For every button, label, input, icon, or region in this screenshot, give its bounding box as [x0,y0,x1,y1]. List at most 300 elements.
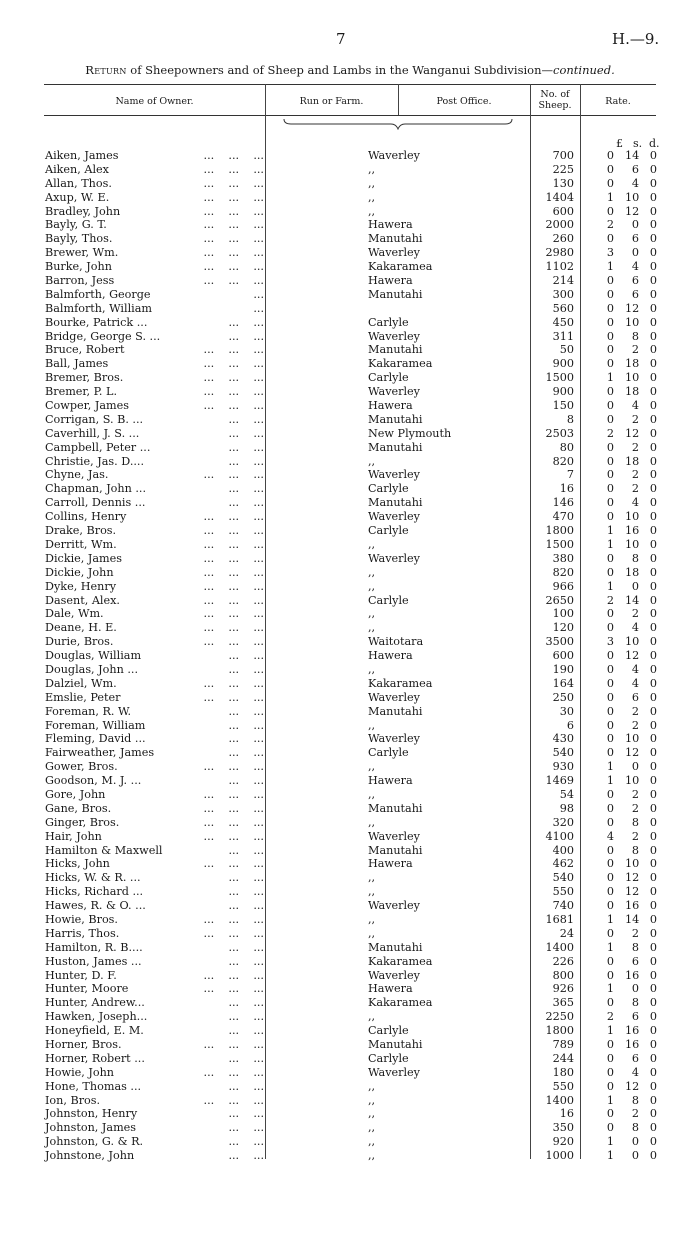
sheep-count: 820 [552,454,574,468]
sheep-count: 225 [552,162,574,176]
rate-shillings: 18 [625,385,640,399]
rate-pounds: 0 [606,565,614,579]
owner-name: Hawes, R. & O. ... [45,899,146,913]
rate-pence: 0 [649,524,657,538]
leader-dots: ... ... ... [203,607,264,621]
rate-pounds: 0 [606,385,614,399]
leader-dots: ... ... [228,482,264,496]
table-row [0,566,700,580]
rate-pounds: 1 [606,774,614,788]
rate-shillings: 0 [631,982,639,996]
rate-pounds: 0 [606,176,614,190]
table-row [0,885,700,899]
leader-dots: ... ... [228,649,264,663]
table-row [0,288,700,302]
leader-dots: ... ... ... [203,801,264,815]
leader-dots: ... ... [228,885,264,899]
rate-pence: 0 [649,496,657,510]
leader-dots: ... ... ... [203,162,264,176]
owner-name: Aiken, Alex [45,162,109,176]
rate-pounds: 0 [606,496,614,510]
owner-name: Bremer, P. L. [45,385,118,399]
owner-name: Chapman, John ... [45,482,147,496]
rate-shillings: 6 [631,954,639,968]
rate-shillings: 8 [631,329,639,343]
rate-pence: 0 [649,968,657,982]
rate-pounds: 0 [606,162,614,176]
leader-dots: ... ... ... [203,579,264,593]
rate-pounds: 0 [606,899,614,913]
sheep-count: 2503 [545,426,574,440]
leader-dots: ... ... [228,899,264,913]
owner-name: Hunter, D. F. [45,968,117,982]
rate-pounds: 1 [606,260,614,274]
owner-name: Goodson, M. J. ... [45,774,142,788]
post-office: ,, [368,537,376,551]
rate-pounds: 0 [606,329,614,343]
table-row [0,441,700,455]
rate-pounds: 1 [606,940,614,954]
leader-dots: ... ... [228,329,264,343]
rate-shillings: 16 [625,1024,640,1038]
post-office: Waverley [368,899,421,913]
leader-dots: ... ... ... [203,912,264,926]
rate-pence: 0 [649,440,657,454]
rate-pounds: 1 [606,524,614,538]
owner-name: Emslie, Peter [45,690,121,704]
leader-dots: ... ... ... [203,829,264,843]
leader-dots: ... ... [228,954,264,968]
sheep-count: 450 [552,315,574,329]
sheep-count: 30 [559,704,574,718]
leader-dots: ... ... [228,871,264,885]
owner-name: Foreman, R. W. [45,704,132,718]
post-office: ,, [368,885,376,899]
post-office: ,, [368,1107,376,1121]
owner-name: Hicks, W. & R. ... [45,871,141,885]
rate-pence: 0 [649,746,657,760]
unit-shillings: s. [633,137,643,150]
rate-shillings: 2 [631,801,639,815]
rate-shillings: 2 [631,343,639,357]
post-office: ,, [368,760,376,774]
post-office: Manutahi [368,343,423,357]
post-office: ,, [368,1135,376,1149]
table-row [0,496,700,510]
sheep-count: 311 [552,329,574,343]
rate-pounds: 0 [606,1121,614,1135]
rate-shillings: 16 [625,1038,640,1051]
owner-name: Fairweather, James [45,746,155,760]
sheep-count: 50 [559,343,574,357]
rate-pence: 0 [649,315,657,329]
leader-dots: ... ... ... [203,399,264,413]
leader-dots: ... ... ... [203,274,264,288]
table-row [0,816,700,830]
rate-pounds: 1 [606,912,614,926]
post-office: Hawera [368,982,413,996]
post-office: Waverley [368,149,421,162]
header-bottom-rule [44,115,656,116]
rate-shillings: 16 [625,968,640,982]
leader-dots: ... ... [228,1121,264,1135]
header-post-office: Post Office. [436,96,492,107]
post-office: Carlyle [368,746,409,760]
owner-name: Hamilton & Maxwell [45,843,163,857]
owner-name: Howie, John [45,1065,115,1079]
table-row [0,246,700,260]
sheep-count: 820 [552,565,574,579]
table-row [0,913,700,927]
rate-pence: 0 [649,301,657,315]
rate-shillings: 10 [625,190,640,204]
rate-pounds: 0 [606,996,614,1010]
owner-name: Hair, John [45,829,102,843]
owner-name: Gower, Bros. [45,760,118,774]
table-row [0,371,700,385]
post-office: Manutahi [368,412,423,426]
rate-shillings: 4 [631,399,639,413]
header-no-of-sheep [530,89,580,111]
rate-shillings: 6 [631,162,639,176]
rate-pounds: 0 [606,343,614,357]
rate-pounds: 0 [606,440,614,454]
owner-name: Cowper, James [45,399,130,413]
rate-pounds: 0 [606,399,614,413]
table-row [0,1024,700,1038]
sheep-count: 150 [552,399,574,413]
owner-name: Dasent, Alex. [45,593,120,607]
owner-name: Johnston, Henry [45,1107,138,1121]
sheep-count: 164 [552,676,574,690]
rate-pence: 0 [649,982,657,996]
rate-shillings: 0 [631,760,639,774]
post-office: New Plymouth [368,426,452,440]
rate-pounds: 0 [606,510,614,524]
rate-pounds: 0 [606,885,614,899]
leader-dots: ... ... ... [203,926,264,940]
owner-name: Douglas, William [45,649,142,663]
table-title [0,63,700,77]
table-row [0,594,700,608]
sheep-count: 4100 [545,829,574,843]
table-row [0,163,700,177]
rate-shillings: 16 [625,524,640,538]
rate-pence: 0 [649,899,657,913]
owner-name: Allan, Thos. [45,176,112,190]
post-office: Hawera [368,774,413,788]
leader-dots: ... ... ... [203,357,264,371]
sheep-count: 120 [552,621,574,635]
sheep-count: 1400 [545,1093,574,1107]
leader-dots: ... ... [228,732,264,746]
owner-name: Carroll, Dennis ... [45,496,146,510]
post-office: Waverley [368,468,421,482]
header-rate: Rate. [605,96,631,107]
rate-pounds: 0 [606,607,614,621]
owner-name: Harris, Thos. [45,926,120,940]
owner-name: Foreman, William [45,718,146,732]
rate-shillings: 0 [631,1149,639,1163]
rate-pounds: 0 [606,287,614,301]
rate-pence: 0 [649,1107,657,1121]
rate-shillings: 8 [631,996,639,1010]
leader-dots: ... ... ... [203,968,264,982]
sheep-count: 16 [559,1107,574,1121]
leader-dots: ... ... [228,774,264,788]
header-run-or-farm: Run or Farm. [299,96,364,107]
table-row [0,191,700,205]
leader-dots: ... ... ... [203,190,264,204]
table-row [0,677,700,691]
owner-name: Brewer, Wm. [45,246,119,260]
rate-shillings: 8 [631,940,639,954]
rate-pence: 0 [649,732,657,746]
post-office: ,, [368,162,376,176]
leader-dots: ... ... [228,746,264,760]
table-row [0,1038,700,1052]
sheep-count: 1800 [545,524,574,538]
rate-shillings: 6 [631,232,639,246]
rate-pounds: 2 [606,218,614,232]
rate-pence: 0 [649,399,657,413]
owner-name: Bridge, George S. ... [45,329,161,343]
owner-name: Aiken, James [45,149,119,162]
owner-name: Douglas, John ... [45,662,139,676]
table-row [0,343,700,357]
rate-pounds: 1 [606,190,614,204]
rate-shillings: 2 [631,1107,639,1121]
rate-pounds: 0 [606,149,614,162]
table-row [0,260,700,274]
post-office: ,, [368,1149,376,1163]
rate-pounds: 0 [606,1079,614,1093]
sheep-count: 2650 [545,593,574,607]
leader-dots: ... ... [228,1024,264,1038]
sheep-count: 8 [566,412,574,426]
owner-name: Honeyfield, E. M. [45,1024,144,1038]
rate-pence: 0 [649,1065,657,1079]
rate-pounds: 0 [606,454,614,468]
table-row [0,274,700,288]
rate-shillings: 4 [631,176,639,190]
rate-shillings: 12 [625,301,640,315]
leader-dots: ... ... ... [203,468,264,482]
post-office: Carlyle [368,524,409,538]
table-row [0,1121,700,1135]
sheep-count: 1681 [545,912,574,926]
rate-shillings: 2 [631,829,639,843]
owner-name: Gane, Bros. [45,801,112,815]
table-row [0,774,700,788]
sheep-count: 6 [566,718,574,732]
sheep-count: 1000 [545,1149,574,1163]
table-row [0,802,700,816]
post-office: ,, [368,926,376,940]
rate-pounds: 0 [606,787,614,801]
table-row [0,232,700,246]
rate-shillings: 12 [625,649,640,663]
sheep-count: 100 [552,607,574,621]
header-sheep-line2: Sheep. [538,100,572,111]
table-row [0,1107,700,1121]
post-office: ,, [368,454,376,468]
leader-dots: ... ... ... [203,982,264,996]
sheep-count: 300 [552,287,574,301]
sheep-count: 1800 [545,1024,574,1038]
rate-pence: 0 [649,857,657,871]
table-row [0,649,700,663]
rate-shillings: 0 [631,246,639,260]
rate-pence: 0 [649,718,657,732]
rate-pence: 0 [649,246,657,260]
table-row [0,746,700,760]
leader-dots: ... ... ... [203,218,264,232]
rate-shillings: 4 [631,662,639,676]
sheep-count: 400 [552,843,574,857]
rate-shillings: 6 [631,690,639,704]
rate-pounds: 0 [606,1038,614,1051]
leader-dots: ... ... ... [203,371,264,385]
owner-name: Dickie, James [45,551,123,565]
sheep-count: 900 [552,385,574,399]
leader-dots: ... ... [228,1051,264,1065]
rate-pounds: 0 [606,274,614,288]
owner-name: Ball, James [45,357,109,371]
rate-pence: 0 [649,176,657,190]
owner-name: Barron, Jess [45,274,115,288]
header-top-rule [44,84,656,85]
page-number: 7 [336,30,346,48]
owner-name: Huston, James ... [45,954,142,968]
sheep-count: 550 [552,885,574,899]
rate-shillings: 14 [625,593,640,607]
owner-name: Hicks, John [45,857,110,871]
post-office: Hawera [368,399,413,413]
rate-pounds: 0 [606,718,614,732]
leader-dots: ... ... ... [203,551,264,565]
owner-name: Hunter, Moore [45,982,129,996]
sheep-count: 920 [552,1135,574,1149]
title-smallcaps: Return [85,63,127,77]
leader-dots: ... ... ... [203,690,264,704]
owner-name: Howie, Bros. [45,912,118,926]
rate-pounds: 0 [606,746,614,760]
post-office: Carlyle [368,482,409,496]
rate-shillings: 2 [631,468,639,482]
leader-dots: ... ... ... [203,815,264,829]
post-office: Kakaramea [368,260,433,274]
rate-pence: 0 [649,551,657,565]
title-italic: continued. [553,63,615,77]
rate-shillings: 2 [631,704,639,718]
owner-name: Hawken, Joseph... [45,1010,148,1024]
table-row [0,177,700,191]
post-office: ,, [368,607,376,621]
rate-pence: 0 [649,774,657,788]
column-brace [283,118,513,130]
rate-pounds: 0 [606,690,614,704]
post-office: Waverley [368,829,421,843]
rate-pence: 0 [649,787,657,801]
post-office: Kakaramea [368,676,433,690]
table-row [0,218,700,232]
rate-shillings: 10 [625,635,640,649]
post-office: ,, [368,579,376,593]
table-row [0,663,700,677]
owner-name: Chyne, Jas. [45,468,109,482]
sheep-count: 7 [566,468,574,482]
post-office: Kakaramea [368,954,433,968]
leader-dots: ... ... ... [203,593,264,607]
sheep-count: 550 [552,1079,574,1093]
rate-shillings: 4 [631,676,639,690]
sheep-count: 320 [552,815,574,829]
owner-name: Johnstone, John [45,1149,135,1163]
sheep-count: 600 [552,649,574,663]
sheep-count: 130 [552,176,574,190]
leader-dots: ... ... ... [203,857,264,871]
post-office: Waverley [368,510,421,524]
table-row [0,399,700,413]
rate-shillings: 4 [631,496,639,510]
post-office: Waitotara [368,635,424,649]
post-office: ,, [368,176,376,190]
rate-pounds: 0 [606,843,614,857]
table-row [0,538,700,552]
rate-pence: 0 [649,537,657,551]
table-row [0,732,700,746]
sheep-count: 350 [552,1121,574,1135]
rate-pence: 0 [649,871,657,885]
rate-pounds: 0 [606,801,614,815]
rate-shillings: 16 [625,899,640,913]
leader-dots: ... ... ... [203,260,264,274]
owner-name: Hone, Thomas ... [45,1079,142,1093]
sheep-count: 430 [552,732,574,746]
title-main: of Sheepowners and of Sheep and Lambs in the Wanganui Subdivision— [126,63,554,77]
owner-name: Dalziel, Wm. [45,676,117,690]
leader-dots: ... ... ... [203,343,264,357]
sheep-count: 1102 [545,260,574,274]
owner-name: Bradley, John [45,204,121,218]
leader-dots: ... ... ... [203,246,264,260]
post-office: ,, [368,565,376,579]
sheep-count: 540 [552,746,574,760]
rate-shillings: 2 [631,787,639,801]
table-row [0,1010,700,1024]
sheep-count: 1500 [545,537,574,551]
rate-pounds: 2 [606,593,614,607]
table-row [0,635,700,649]
post-office: Manutahi [368,801,423,815]
sheep-count: 930 [552,760,574,774]
owner-name: Derritt, Wm. [45,537,117,551]
rate-pence: 0 [649,912,657,926]
leader-dots: ... ... ... [203,204,264,218]
post-office: Hawera [368,274,413,288]
owner-name: Hamilton, R. B.... [45,940,143,954]
owner-name: Bruce, Robert [45,343,125,357]
rate-shillings: 4 [631,1065,639,1079]
leader-dots: ... ... ... [203,524,264,538]
rate-pence: 0 [649,218,657,232]
owner-rows [0,149,700,1163]
sheep-count: 24 [559,926,574,940]
rate-pence: 0 [649,510,657,524]
rate-shillings: 4 [631,621,639,635]
leader-dots: ... ... [228,1107,264,1121]
